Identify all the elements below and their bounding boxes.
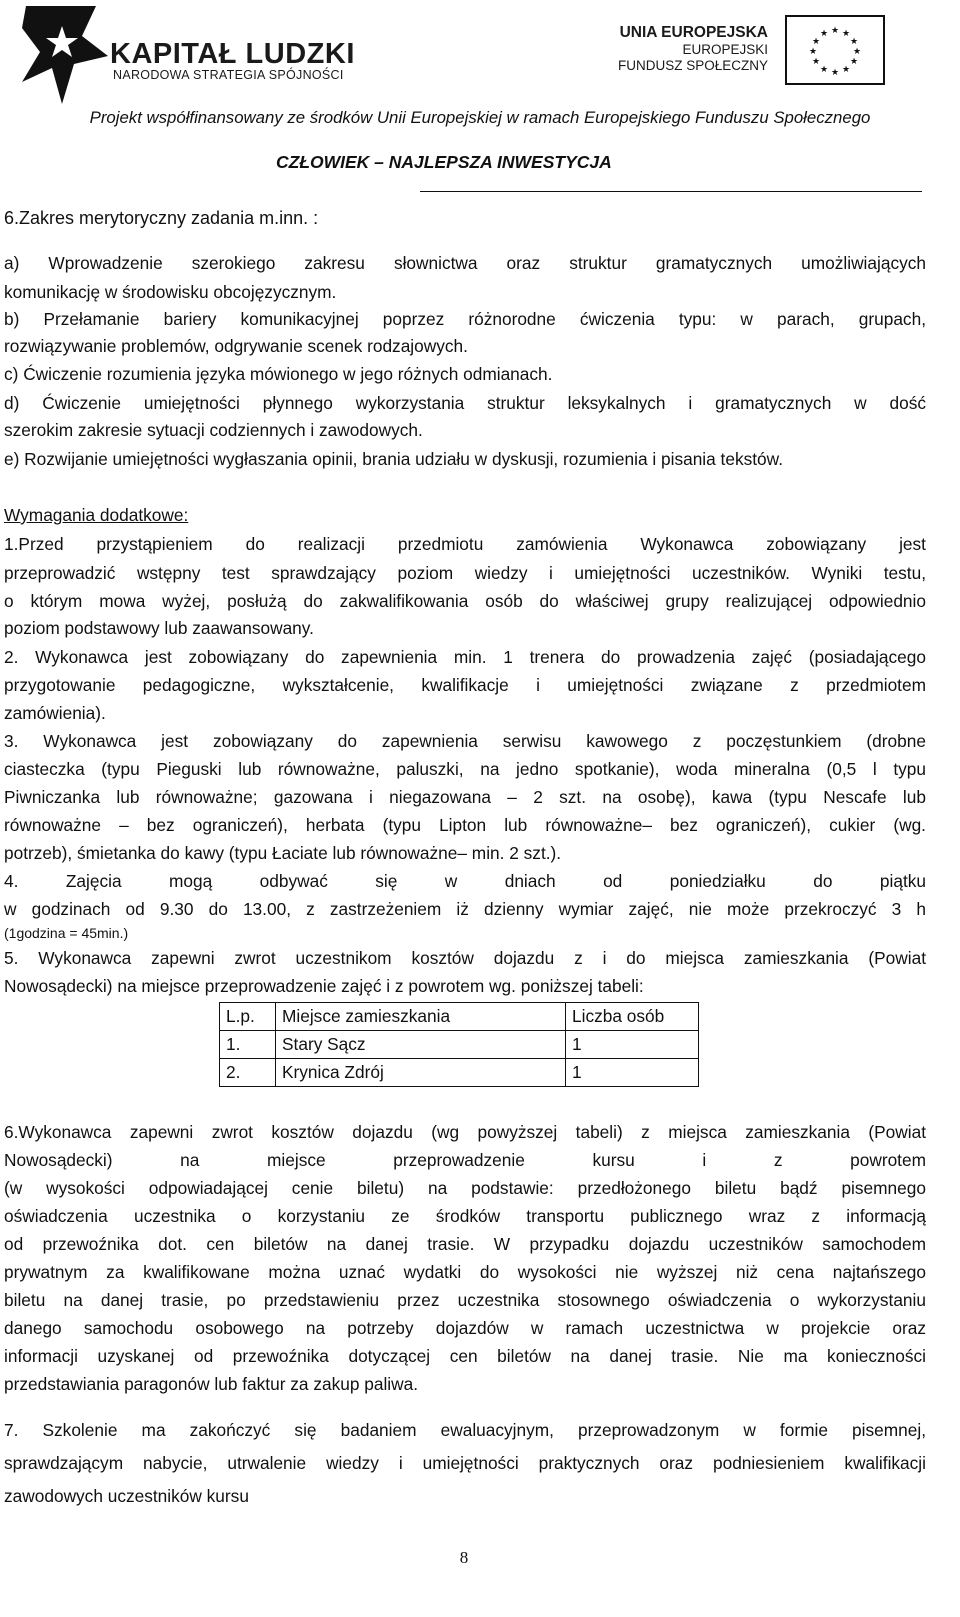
scope-line: e) Rozwijanie umiejętności wygłaszania opinii, brania udziału w dyskusji, rozumienia i pisania tekstów. [4,449,783,469]
point6-line: od przewoźnika dot. cen biletów na danej trasie. W przypadku dojazdu uczestników samochodem [4,1234,926,1254]
eu-logo-text [612,24,768,74]
svg-text:★: ★ [830,26,840,36]
point6-line: Nowosądecki) na miejsce przeprowadzenie kursu i z powrotem [4,1150,926,1170]
requirement-line: potrzeb), śmietanka do kawy (typu Łaciate lub równoważne– min. 2 szt.). [4,843,562,863]
point6-line: 6.Wykonawca zapewni zwrot kosztów dojazdu (wg powyższej tabeli) z miejsca zamieszkania (Powiat [4,1122,926,1142]
point7-line: sprawdzającym nabycie, utrwalenie wiedzy i umiejętności praktycznych oraz podniesieniem kwalifikacji [4,1453,926,1473]
requirement-line: przygotowanie pedagogiczne, wykształcenie, kwalifikacje i umiejętności związane z przedmiotem [4,675,926,695]
svg-text:★: ★ [841,65,851,75]
requirement-line: w godzinach od 9.30 do 13.00, z zastrzeżeniem iż dzienny wymiar zajęć, nie może przekroczyć 3 h [4,899,926,919]
point5-line: Nowosądecki) na miejsce przeprowadzenie zajęć i z powrotem wg. poniższej tabeli: [4,976,644,996]
table-row [220,1059,699,1087]
logo-subtitle: NARODOWA STRATEGIA SPÓJNOŚCI [113,68,344,82]
requirement-line: 3. Wykonawca jest zobowiązany do zapewnienia serwisu kawowego z poczęstunkiem (drobne [4,731,926,751]
table-cell: 1 [566,1059,699,1087]
point6-line: prywatnym za kwalifikowane można uznać wydatki do wysokości nie wyższej niż cena najtańszego [4,1262,926,1282]
svg-text:★: ★ [811,57,821,67]
table-header-cell: Liczba osób [566,1003,699,1031]
hour-note: (1godzina = 45min.) [4,925,129,941]
requirement-line: Piwniczanka lub równoważne; gazowana i niegazowana – 2 szt. na osobę), kawa (typu Nescafe lub [4,787,926,807]
scope-line: d) Ćwiczenie umiejętności płynnego wykorzystania struktur leksykalnych i gramatycznych w dość [4,393,926,413]
logo-title: KAPITAŁ LUDZKI [110,38,355,70]
residence-table [219,1002,699,1087]
table-cell: 1. [220,1031,276,1059]
scope-line: szerokim zakresie sytuacji codziennych i zawodowych. [4,420,423,440]
svg-text:★: ★ [811,37,821,47]
table-cell: Stary Sącz [276,1031,566,1059]
requirement-line: równoważne – bez ograniczeń), herbata (typu Lipton lub równoważne– bez ograniczeń), cukier (wg. [4,815,926,835]
point6-line: danego samochodu osobowego na potrzeby dojazdów w ramach uczestnictwa w projekcie oraz [4,1318,926,1338]
table-header-cell: Miejsce zamieszkania [276,1003,566,1031]
svg-text:★: ★ [819,65,829,75]
header-divider [420,191,922,192]
point6-line: biletu na danej trasie, po przedstawieniu przez uczestnika stosownego oświadczenia o wykorzystaniu [4,1290,926,1310]
table-header-row [220,1003,699,1031]
requirements-heading: Wymagania dodatkowe: [4,505,189,525]
table-row [220,1031,699,1059]
eu-line-2: EUROPEJSKI [682,42,768,57]
table-cell: 2. [220,1059,276,1087]
document-header [0,0,960,200]
point5-line: 5. Wykonawca zapewni zwrot uczestnikom kosztów dojazdu z i do miejsca zamieszkania (Powiat [4,948,926,968]
requirement-line: 1.Przed przystąpieniem do realizacji przedmiotu zamówienia Wykonawca zobowiązany jest [4,534,926,554]
requirement-line: poziom podstawowy lub zaawansowany. [4,618,314,638]
point7-line: zawodowych uczestników kursu [4,1486,249,1506]
scope-line: a) Wprowadzenie szerokiego zakresu słownictwa oraz struktur gramatycznych umożliwiających [4,253,926,273]
point6-line: informacji uzyskanej od przewoźnika dotyczącej cen biletów na danej trasie. Nie ma konieczności [4,1346,926,1366]
requirement-line: zamówienia). [4,703,106,723]
table-cell: 1 [566,1031,699,1059]
svg-text:★: ★ [819,29,829,39]
page-number: 8 [459,1548,469,1567]
svg-text:★: ★ [841,29,851,39]
kapital-ludzki-logo-icon [22,6,112,104]
svg-text:★: ★ [852,47,862,57]
section-title: 6.Zakres merytoryczny zadania m.inn. : [4,208,319,228]
svg-text:★: ★ [830,68,840,78]
requirement-line: przeprowadzić wstępny test sprawdzający poziom wiedzy i umiejętności uczestników. Wyniki testu, [4,563,926,583]
eu-line-1: UNIA EUROPEJSKA [619,24,768,41]
point7-line: 7. Szkolenie ma zakończyć się badaniem ewaluacyjnym, przeprowadzonym w formie pisemnej, [4,1420,926,1440]
svg-text:★: ★ [849,57,859,67]
svg-text:★: ★ [849,37,859,47]
point6-line: (w wysokości odpowiadającej cenie biletu) na podstawie: przedłożonego biletu bądź pisemnego [4,1178,926,1198]
table-header-cell: L.p. [220,1003,276,1031]
requirement-line: o którym mowa wyżej, posłużą do zakwalifikowania osób do właściwej grupy realizującej odpowiednio [4,591,926,611]
requirement-line: ciasteczka (typu Pieguski lub równoważne, paluszki, na jedno spotkanie), woda mineralna (0,5 l typu [4,759,926,779]
scope-line: c) Ćwiczenie rozumienia języka mówionego w jego różnych odmianach. [4,364,553,384]
scope-line: rozwiązywanie problemów, odgrywanie scenek rodzajowych. [4,336,468,356]
header-slogan: CZŁOWIEK – NAJLEPSZA INWESTYCJA [276,152,612,172]
requirement-line: 4. Zajęcia mogą odbywać się w dniach od poniedziałku do piątku [4,871,926,891]
point6-line: oświadczenia uczestnika o korzystaniu ze środków transportu publicznego wraz z informacją [4,1206,926,1226]
cofinance-note: Projekt współfinansowany ze środków Unii Europejskiej w ramach Europejskiego Funduszu Społecznego [89,108,871,127]
requirement-line: 2. Wykonawca jest zobowiązany do zapewnienia min. 1 trenera do prowadzenia zajęć (posiadającego [4,647,926,667]
table-cell: Krynica Zdrój [276,1059,566,1087]
point6-line: przedstawiania paragonów lub faktur za zakup paliwa. [4,1374,419,1394]
svg-text:★: ★ [808,47,818,57]
eu-flag-icon [785,15,885,85]
scope-line: b) Przełamanie bariery komunikacyjnej poprzez różnorodne ćwiczenia typu: w parach, grupach, [4,309,926,329]
eu-line-3: FUNDUSZ SPOŁECZNY [617,58,768,73]
scope-line: komunikację w środowisku obcojęzycznym. [4,282,337,302]
